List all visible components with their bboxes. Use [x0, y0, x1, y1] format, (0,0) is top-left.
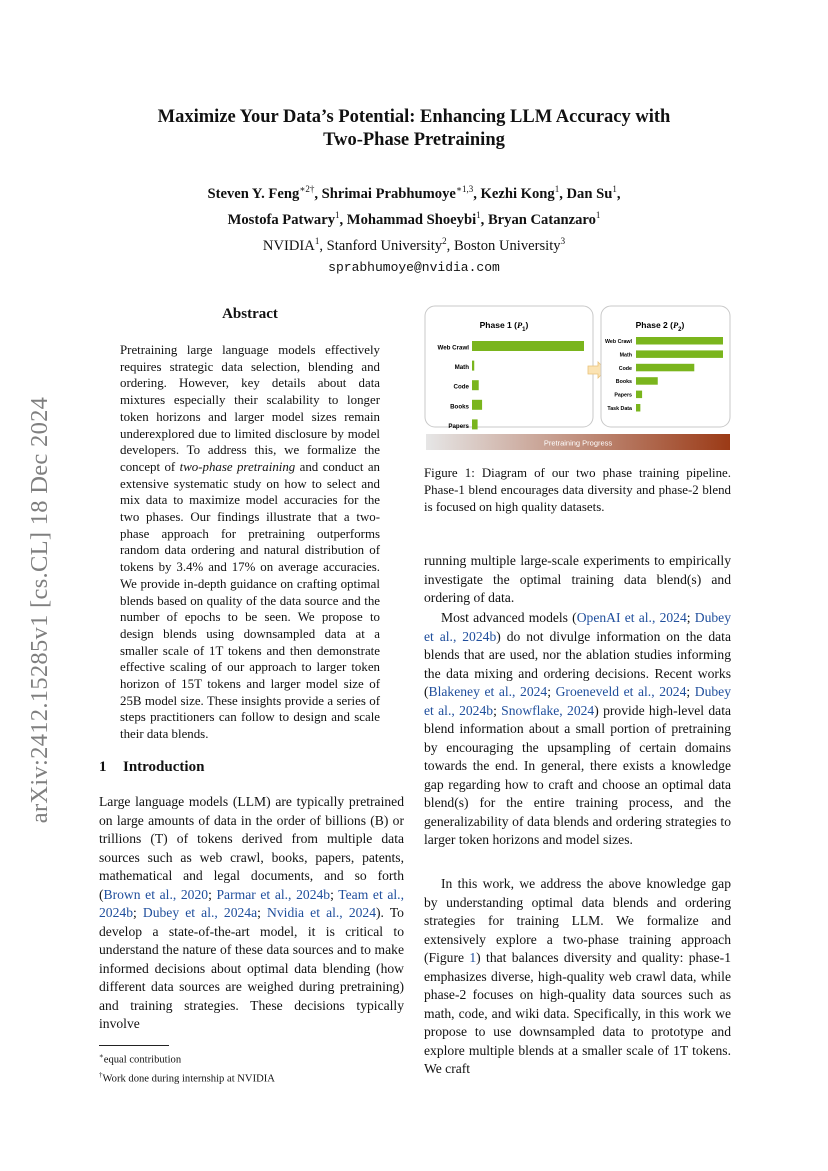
- abstract-heading: Abstract: [222, 306, 278, 322]
- footnote-2: †Work done during internship at NVIDIA: [99, 1070, 275, 1085]
- citation-link[interactable]: Brown et al., 2020: [103, 886, 209, 902]
- abstract-text: Pretraining large language models effectively requires strategic data selection, blending and ordering. However, key details about data mixtures especially their scalability to longer token horizons and larger model sizes remain underexplored due to limited disclosure by model developers. To address this, we formalize the concept of two-phase pretraining and conduct an extensive systematic study on how to select and mix data to maximize model accuracies for the two phases. Our findings illustrate that a two-phase approach for pretraining outperforms random data ordering and natural distribution of tokens by 3.4% and 17% on average accuracies. We provide in-depth guidance on crafting optimal blends based on quality of the data source and the number of epochs to be seen. We propose to design blends using downsampled data at a smaller scale of 1T tokens and then demonstrate effective scaling of our approach to larger token horizon of 15T tokens and larger model size of 25B model size. These insights provide a series of steps practitioners can follow to design and scale their data blends.: [120, 343, 381, 742]
- affiliation-mark: 1: [554, 184, 560, 194]
- right-paragraph-3: In this work, we address the above knowledge gap by understanding optimal data blends and ordering strategies for training LLM. We formalize and extensively explore a two-phase training approach (Figure 1) that balances diversity and quality: phase-1 emphasizes diverse, high-quality web crawl data, while phase-2 focuses on high-quality data sources such as math, code, and wiki data. Specifically, in this work we propose to use downsampled data to prototype and explore multiple blends at a smaller scale of 1T tokens. We craft: [424, 876, 731, 1076]
- citation-link[interactable]: Snowflake, 2024: [501, 702, 595, 718]
- citation-link[interactable]: OpenAI et al., 2024: [576, 610, 687, 625]
- affiliation-mark: 3: [560, 235, 566, 246]
- phase-1-title: Phase 1 $(P_1)$: [479, 320, 529, 333]
- category-label: Papers: [448, 422, 469, 430]
- paper-title: Maximize Your Data’s Potential: Enhancing LLM Accuracy with Two-Phase Pretraining: [157, 107, 671, 150]
- citation-link[interactable]: 1: [469, 950, 477, 965]
- figure-1-caption: Figure 1: Diagram of our two phase training pipeline. Phase-1 blend encourages data diversity and phase-2 blend is focused on high quality datasets.: [424, 466, 731, 514]
- footnotes: [99, 1049, 404, 1086]
- author-line-1: Steven Y. Feng$^{∗2\dagger}$, Shrimai Prabhumoye$^{∗1,3}$, Kezhi Kong$^1$, Dan Su$^1$,: [207, 184, 621, 202]
- affiliation-mark: 1: [335, 209, 340, 220]
- section-number: 1: [99, 759, 107, 775]
- bar: [636, 350, 723, 358]
- arxiv-id: arXiv:2412.15285v1 [cs.CL] 18 Dec 2024: [26, 396, 53, 824]
- category-label: Books: [450, 403, 469, 411]
- figure-1-diagram: [424, 304, 731, 452]
- section-heading-introduction: [99, 759, 204, 776]
- author-name: Bryan Catanzaro: [487, 211, 596, 228]
- citation-link[interactable]: Team et al., 2024b: [99, 886, 404, 920]
- affiliation-mark: 1: [612, 184, 617, 194]
- affiliations: NVIDIA$^1$, Stanford University$^2$, Boston University$^3$: [262, 235, 566, 254]
- affiliation-mark: 1: [314, 235, 320, 246]
- bar: [472, 341, 584, 351]
- citation-link[interactable]: Groeneveld et al., 2024: [555, 684, 687, 699]
- affiliation-mark: 1: [476, 209, 481, 220]
- citation-link[interactable]: Blakeney et al., 2024: [428, 684, 548, 699]
- emphasis-text: two-phase pretraining: [179, 459, 296, 474]
- author-email[interactable]: sprabhumoye@nvidia.com: [328, 259, 500, 275]
- arxiv-stamp: [12, 365, 68, 855]
- author-name: Dan Su: [566, 185, 613, 202]
- category-label: Task Data: [607, 406, 632, 412]
- bar: [636, 337, 723, 345]
- footnote-divider: [99, 1045, 169, 1046]
- affiliation-mark: ∗1,3: [455, 184, 474, 194]
- bar: [472, 361, 474, 371]
- phase-2-title: Phase 2 $(P_2)$: [635, 320, 685, 333]
- category-label: Code: [453, 383, 469, 391]
- section-title: Introduction: [123, 759, 205, 775]
- affiliation-mark: 2: [442, 235, 447, 246]
- category-label: Web Crawl: [437, 344, 469, 352]
- author-name: Mohammad Shoeybi: [346, 211, 477, 228]
- intro-paragraph-1: Large language models (LLM) are typically pretrained on large amounts of data in the order of billions (B) or trillions (T) of tokens derived from multiple data sources such as web crawl, books, papers, patents, mathematical and legal documents, and so forth (Brown et al., 2020; Parmar et al., 2024b; Team et al., 2024b; Dubey et al., 2024a; Nvidia et al., 2024). To develop a state-of-the-art model, it is critical to understand the nature of these data sources and to make informed decisions about optimal data blending (how different data sources are weighed during pretraining) and training strategies. These decisions typically involve: [99, 794, 404, 1031]
- category-label: Books: [615, 379, 632, 386]
- bar: [472, 380, 479, 390]
- bar: [636, 364, 694, 372]
- bar: [472, 419, 478, 429]
- right-paragraph-1: running multiple large-scale experiments to empirically investigate the optimal training data blend(s) and ordering of data.: [424, 553, 731, 605]
- citation-link[interactable]: Dubey et al., 2024b: [424, 610, 732, 644]
- category-label: Papers: [614, 392, 632, 399]
- citation-link[interactable]: Nvidia et al., 2024: [267, 905, 377, 920]
- citation-link[interactable]: Parmar et al., 2024b: [216, 886, 331, 902]
- author-line-2: Mostofa Patwary$^1$, Mohammad Shoeybi$^1$, Bryan Catanzaro$^1$: [227, 209, 601, 228]
- author-name: Kezhi Kong: [480, 185, 555, 202]
- author-name: Steven Y. Feng: [207, 185, 300, 202]
- author-name: Boston University: [453, 237, 561, 254]
- affiliation-mark: ∗2†: [299, 184, 315, 194]
- author-block: [110, 179, 718, 278]
- category-label: Code: [618, 365, 632, 372]
- right-paragraph-2: Most advanced models (OpenAI et al., 2024; Dubey et al., 2024b) do not divulge information on the data blends that are used, nor the ablation studies informing the data mixing and ordering decisions. Recent works (Blakeney et al., 2024; Groeneveld et al., 2024; Dubey et al., 2024b; Snowflake, 2024) provide high-level data blend information about a small portion of pretraining by encouraging the upsampling of certain domains towards the end. In general, there exists a knowledge gap regarding how to craft and choose an optimal data blend(s) for the entire training process, and the generalizability of data blends and ordering strategies to larger token horizons and model sizes.: [424, 610, 732, 847]
- category-label: Web Crawl: [605, 339, 632, 345]
- citation-link[interactable]: Dubey et al., 2024b: [424, 684, 732, 718]
- citation-link[interactable]: Dubey et al., 2024a: [142, 905, 258, 920]
- bar: [636, 404, 640, 412]
- pretraining-progress-label: Pretraining Progress: [543, 438, 613, 448]
- author-name: NVIDIA: [262, 237, 315, 254]
- category-label: Math: [619, 352, 632, 359]
- category-label: Math: [454, 364, 469, 372]
- author-name: Mostofa Patwary: [227, 211, 335, 228]
- affiliation-mark: 1: [595, 209, 601, 220]
- footnote-1: ∗equal contribution: [99, 1052, 182, 1066]
- bar: [636, 377, 658, 385]
- bar: [472, 400, 482, 410]
- author-name: Shrimai Prabhumoye: [321, 185, 456, 202]
- bar: [636, 391, 642, 399]
- author-name: Stanford University: [326, 237, 443, 254]
